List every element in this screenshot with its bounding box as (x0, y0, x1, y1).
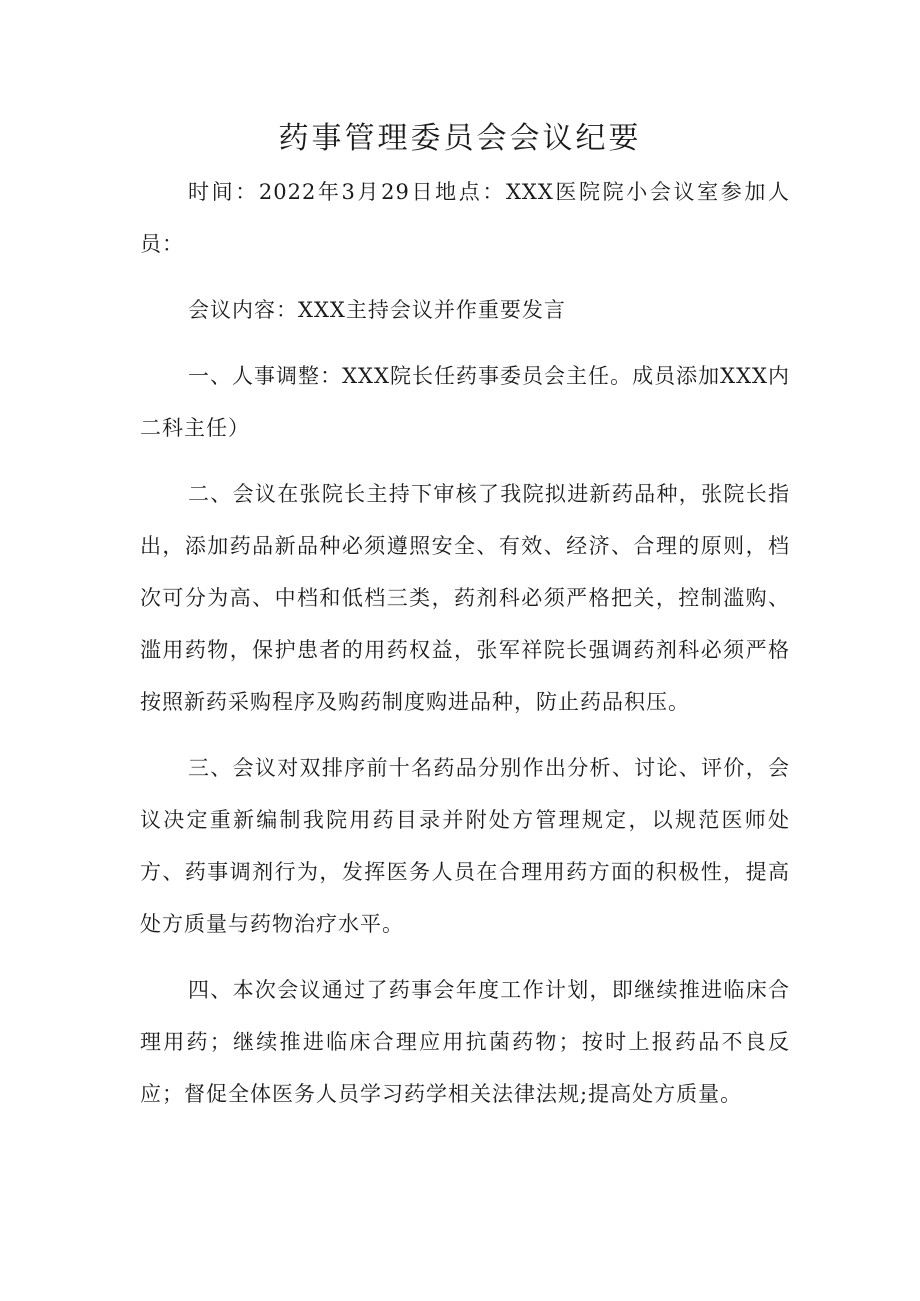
paragraph-item-3-drug-ranking: 三、会议对双排序前十名药品分别作出分析、讨论、评价，会议决定重新编制我院用药目录并附处方管理规定，以规范医师处方、药事调剂行为，发挥医务人员在合理用药方面的积极性，提高处方质量与药物治疗水平。 (140, 756, 790, 936)
paragraph-item-1-personnel: 一、人事调整：XXX院长任药事委员会主任。成员添加XXX内二科主任） (140, 364, 790, 440)
document-title: 药事管理委员会会议纪要 (278, 121, 642, 156)
paragraph-item-2-new-drugs: 二、会议在张院长主持下审核了我院拟进新药品种，张院长指出，添加药品新品种必须遵照安全、有效、经济、合理的原则，档次可分为高、中档和低档三类，药剂科必须严格把关，控制滥购、滥用药物，保护患者的用药权益，张军祥院长强调药剂科必须严格按照新药采购程序及购药制度购进品种，防止药品积压。 (140, 482, 790, 714)
paragraph-meeting-content: 会议内容：XXX主持会议并作重要发言 (188, 298, 566, 322)
document-body (140, 166, 790, 1134)
paragraph-meeting-info: 时间：2022年3月29日地点：XXX医院院小会议室参加人员： (140, 180, 790, 256)
paragraph-item-4-annual-plan: 四、本次会议通过了药事会年度工作计划，即继续推进临床合理用药；继续推进临床合理应用抗菌药物；按时上报药品不良反应；督促全体医务人员学习药学相关法律法规;提高处方质量。 (140, 978, 790, 1106)
